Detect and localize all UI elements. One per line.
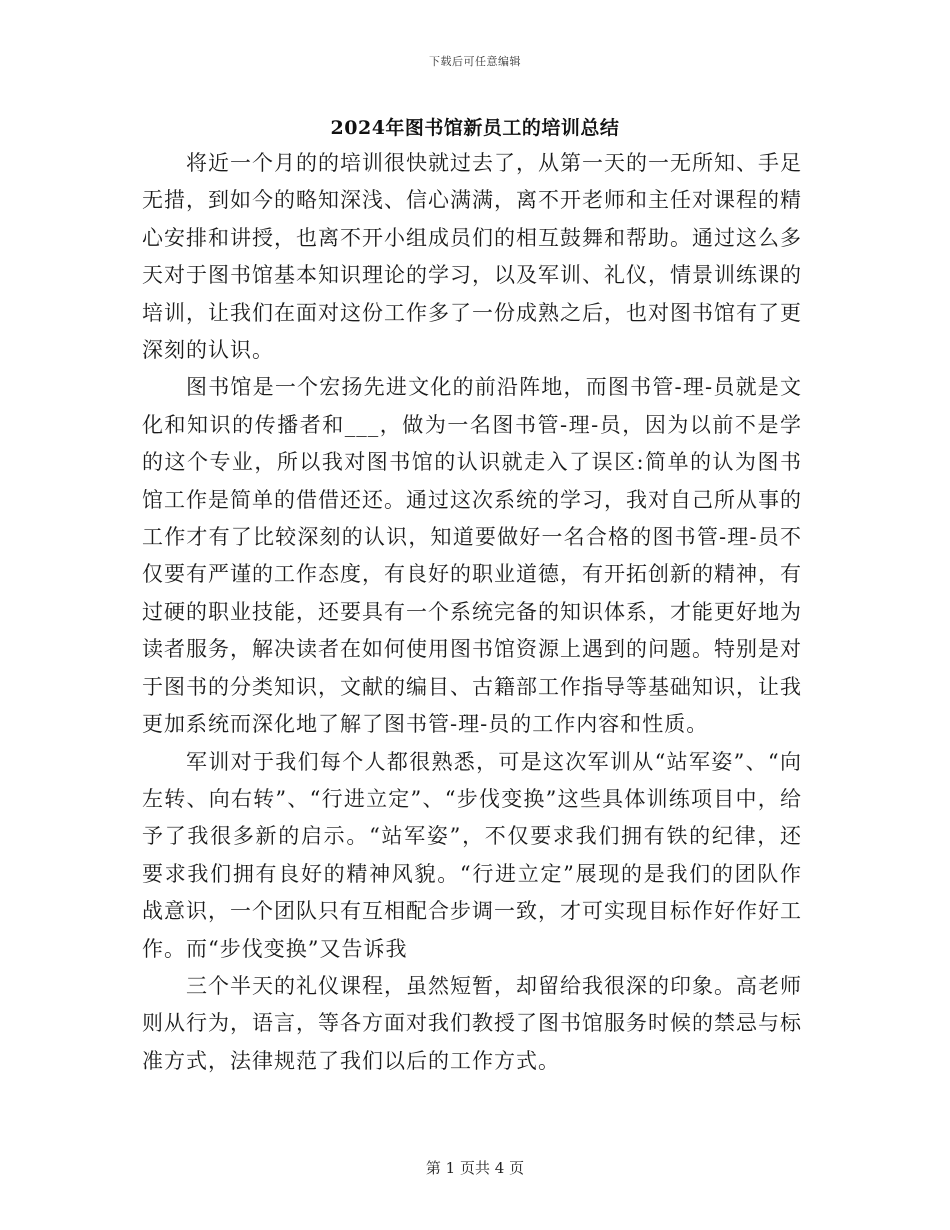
paragraph-4: 三个半天的礼仪课程，虽然短暂，却留给我很深的印象。高老师则从行为，语言，等各方面对我们教授了图书馆服务时候的禁忌与标准方式，法律规范了我们以后的工作方式。 [142,973,802,1073]
paragraph-3: 军训对于我们每个人都很熟悉，可是这次军训从“站军姿”、“向左转、向右转”、“行进立定”、“步伐变换”这些具体训练项目中，给予了我很多新的启示。“站军姿”，不仅要求我们拥有铁的纪律，还要求我们拥有良好的精神风貌。“行进立定”展现的是我们的团队作战意识，一个团队只有互相配合步调一致，才可实现目标作好作好工作。而“步伐变换”又告诉我 [142,749,802,961]
document-body [142,145,802,1080]
paragraph-2: 图书馆是一个宏扬先进文化的前沿阵地，而图书管-理-员就是文化和知识的传播者和___，做为一名图书管-理-员，因为以前不是学的这个专业，所以我对图书馆的认识就走入了误区:简单的认为图书馆工作是简单的借借还还。通过这次系统的学习，我对自己所从事的工作才有了比较深刻的认识，知道要做好一名合格的图书管-理-员不仅要有严谨的工作态度，有良好的职业道德，有开拓创新的精神，有过硬的职业技能，还要具有一个系统完备的知识体系，才能更好地为读者服务，解决读者在如何使用图书馆资源上遇到的问题。特别是对于图书的分类知识，文献的编目、古籍部工作指导等基础知识，让我更加系统而深化地了解了图书管-理-员的工作内容和性质。 [142,375,802,737]
header-note: 下载后可任意编辑 [429,55,521,68]
paragraph-1: 将近一个月的的培训很快就过去了，从第一天的一无所知、手足无措，到如今的略知深浅、信心满满，离不开老师和主任对课程的精心安排和讲授，也离不开小组成员们的相互鼓舞和帮助。通过这么多天对于图书馆基本知识理论的学习，以及军训、礼仪，情景训练课的培训，让我们在面对这份工作多了一份成熟之后，也对图书馆有了更深刻的认识。 [142,151,802,363]
page-title: 2024年图书馆新员工的培训总结 [330,117,620,139]
page-number: 第 1 页共 4 页 [425,1159,525,1177]
